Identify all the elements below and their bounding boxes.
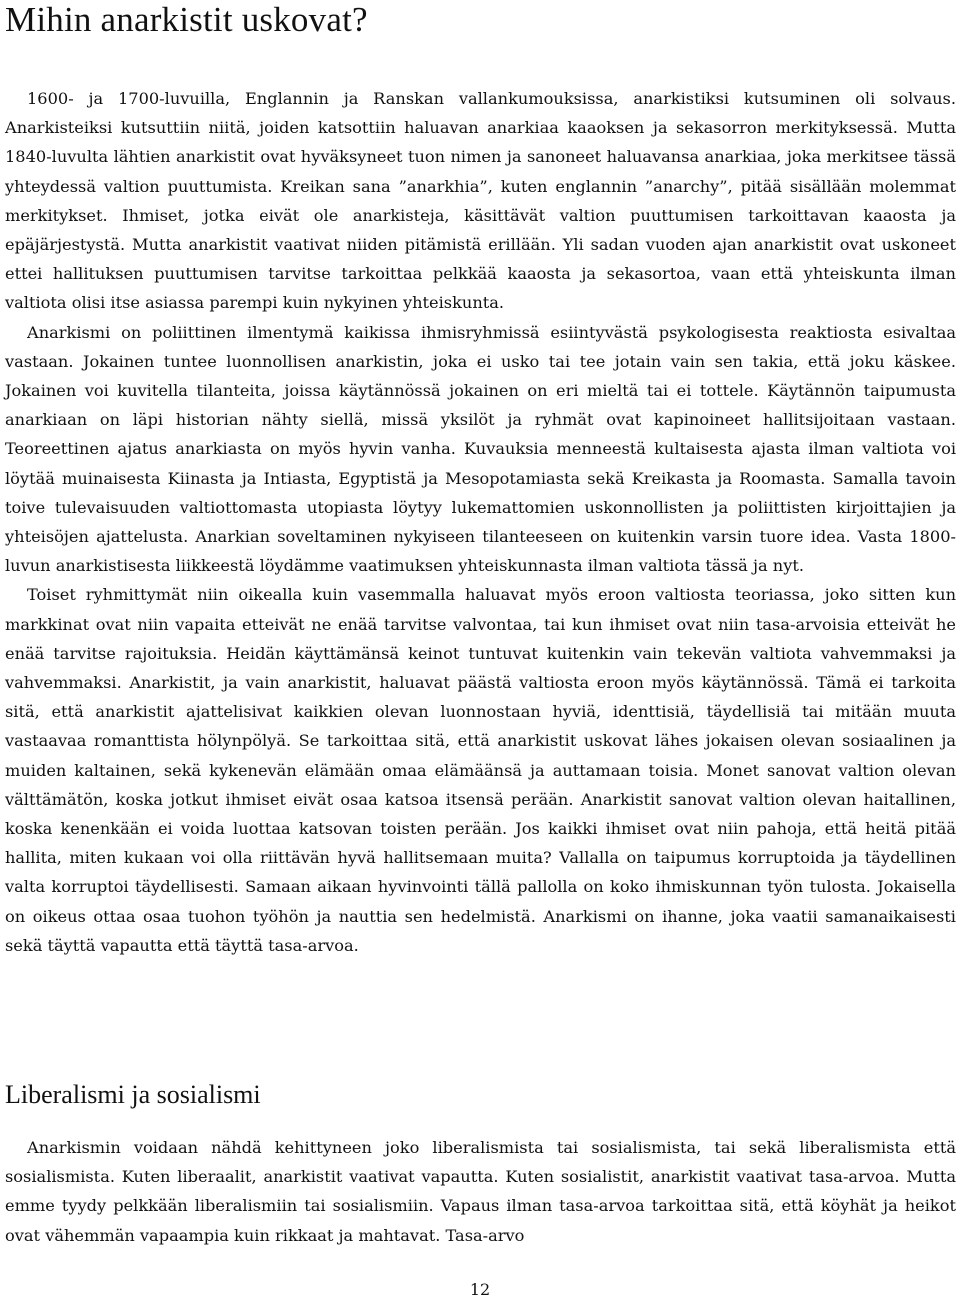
body-text <box>5 84 956 960</box>
section-body-text <box>5 1133 956 1250</box>
paragraph: Anarkismin voidaan nähdä kehittyneen joko liberalismista tai sosialismista, tai sekä liberalismista että sosialismista. Kuten liberaalit, anarkistit vaativat vapautta. Kuten sosialistit, anarkistit vaativat tasa-arvoa. Mutta emme tyydy pelkkään liberalismiin tai sosialismiin. Vapaus ilman tasa-arvoa tarkoittaa sitä, että köyhät ja heikot ovat vähemmän vapaampia kuin rikkaat ja mahtavat. Tasa-arvo <box>5 1138 956 1245</box>
section-heading: Liberalismi ja sosialismi <box>5 1080 261 1109</box>
page-title: Mihin anarkistit uskovat? <box>5 0 368 39</box>
paragraph: 1600- ja 1700-luvuilla, Englannin ja Ranskan vallankumouksissa, anarkistiksi kutsuminen oli solvaus. Anarkisteiksi kutsuttiin niitä, joiden katsottiin haluavan anarkiaa kaaoksen ja sekasorron merkityksessä. Mutta 1840-luvulta lähtien anarkistit ovat hyväksyneet tuon nimen ja sanoneet haluavansa anarkiaa, joka merkitsee tässä yhteydessä valtion puuttumista. Kreikan sana ”anarkhia”, kuten englannin ”anarchy”, pitää sisällään molemmat merkitykset. Ihmiset, jotka eivät ole anarkisteja, käsittävät valtion puuttumisen tarkoittavan kaaosta ja epäjärjestystä. Mutta anarkistit vaativat niiden pitämistä erillään. Yli sadan vuoden ajan anarkistit ovat uskoneet ettei hallituksen puuttumisen tarvitse tarkoittaa pelkkää kaaosta ja sekasortoa, vaan että yhteiskunta ilman valtiota olisi itse asiassa parempi kuin nykyinen yhteiskunta. <box>5 89 956 313</box>
paragraph: Toiset ryhmittymät niin oikealla kuin vasemmalla haluavat myös eroon valtiosta teoriassa, joko sitten kun markkinat ovat niin vapaita etteivät ne enää tarvitse valvontaa, tai kun ihmiset ovat niin tasa-arvoisia etteivät he enää tarvitse rajoituksia. Heidän käyttämänsä keinot tuntuvat kuitenkin vain tekevän valtiota vahvemmaksi ja vahvemmaksi. Anarkistit, ja vain anarkistit, haluavat päästä valtiosta eroon myös käytännössä. Tämä ei tarkoita sitä, että anarkistit ajattelisivat kaikkien olevan luonnostaan hyviä, identtisiä, täydellisiä tai mitään muuta vastaavaa romanttista hölynpölyä. Se tarkoittaa sitä, että anarkistit uskovat lähes jokaisen olevan sosiaalinen ja muiden kaltainen, sekä kykenevän elämään omaa elämäänsä ja auttamaan toisia. Monet sanovat valtion olevan välttämätön, koska jotkut ihmiset eivät osaa katsoa itsensä perään. Anarkistit sanovat valtion olevan haitallinen, koska kenenkään ei voida luottaa katsovan toisten perään. Jos kaikki ihmiset ovat niin pahoja, että heitä pitää hallita, miten kukaan voi olla riittävän hyvä hallitsemaan muita? Vallalla on taipumus korruptoida ja täydellinen valta korruptoi täydellisesti. Samaan aikaan hyvinvointi tällä pallolla on koko ihmiskunnan työn tulosta. Jokaisella on oikeus ottaa osaa tuohon työhön ja nauttia sen hedelmistä. Anarkismi on ihanne, joka vaatii samanaikaisesti sekä täyttä vapautta että täyttä tasa-arvoa. <box>5 585 956 955</box>
paragraph: Anarkismi on poliittinen ilmentymä kaikissa ihmisryhmissä esiintyvästä psykologisesta reaktiosta esivaltaa vastaan. Jokainen tuntee luonnollisen anarkistin, joka ei usko tai tee jotain vain sen takia, että joku käskee. Jokainen voi kuvitella tilanteita, joissa käytännössä jokainen on eri mieltä tai ei tottele. Käytännön taipumusta anarkiaan on läpi historian nähty siellä, missä yksilöt ja ryhmät ovat kapinoineet hallitsijoitaan vastaan. Teoreettinen ajatus anarkiasta on myös hyvin vanha. Kuvauksia menneestä kultaisesta ajasta ilman valtiota voi löytää muinaisesta Kiinasta ja Intiasta, Egyptistä ja Mesopotamiasta sekä Kreikasta ja Roomasta. Samalla tavoin toive tulevaisuuden valtiottomasta utopiasta löytyy lukemattomien uskonnollisten ja poliittisten kirjoittajien ja yhteisöjen ajattelusta. Anarkian soveltaminen nykyiseen tilanteeseen on kuitenkin varsin tuore idea. Vasta 1800-luvun anarkistisesta liikkeestä löydämme vaatimuksen yhteiskunnasta ilman valtiota tässä ja nyt. <box>5 322 956 576</box>
page-number: 12 <box>469 1280 491 1299</box>
